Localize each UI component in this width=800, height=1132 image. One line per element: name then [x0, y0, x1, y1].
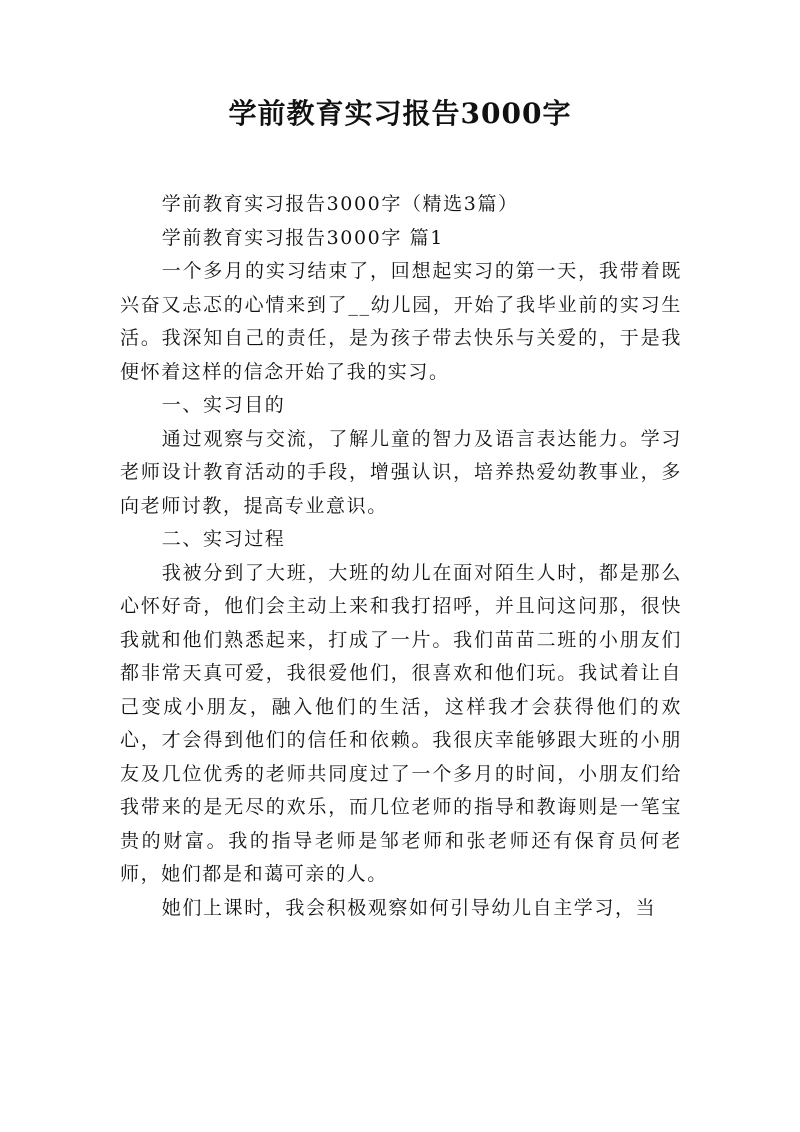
- document-body: [120, 188, 682, 925]
- body-paragraph: 我被分到了大班，大班的幼儿在面对陌生人时，都是那么心怀好奇，他们会主动上来和我打招呼，并且问这问那，很快我就和他们熟悉起来，打成了一片。我们苗苗二班的小朋友们都非常天真可爱，我很爱他们，很喜欢和他们玩。我试着让自己变成小朋友，融入他们的生活，这样我才会获得他们的欢心，才会得到他们的信任和依赖。我很庆幸能够跟大班的小朋友及几位优秀的老师共同度过了一个多月的时间，小朋友们给我带来的是无尽的欢乐，而几位老师的指导和教诲则是一笔宝贵的财富。我的指导老师是邹老师和张老师还有保育员何老师，她们都是和蔼可亲的人。: [120, 561, 682, 885]
- subtitle-paragraph: 学前教育实习报告3000字（精选3篇）: [161, 193, 519, 215]
- part-heading: 学前教育实习报告3000字 篇1: [161, 226, 444, 249]
- section-heading-purpose: 一、实习目的: [161, 394, 286, 416]
- section-heading-process: 二、实习过程: [161, 528, 286, 550]
- body-paragraph: 她们上课时，我会积极观察如何引导幼儿自主学习，当: [161, 896, 657, 919]
- document-title: 学前教育实习报告3000字: [228, 97, 572, 130]
- body-paragraph: 通过观察与交流，了解儿童的智力及语言表达能力。学习老师设计教育活动的手段，增强认识，培养热爱幼教事业，多向老师讨教，提高专业意识。: [120, 427, 682, 517]
- body-paragraph: 一个多月的实习结束了，回想起实习的第一天，我带着既兴奋又忐忑的心情来到了__幼儿园，开始了我毕业前的实习生活。我深知自己的责任，是为孩子带去快乐与关爱的，于是我便怀着这样的信念开始了我的实习。: [120, 260, 682, 383]
